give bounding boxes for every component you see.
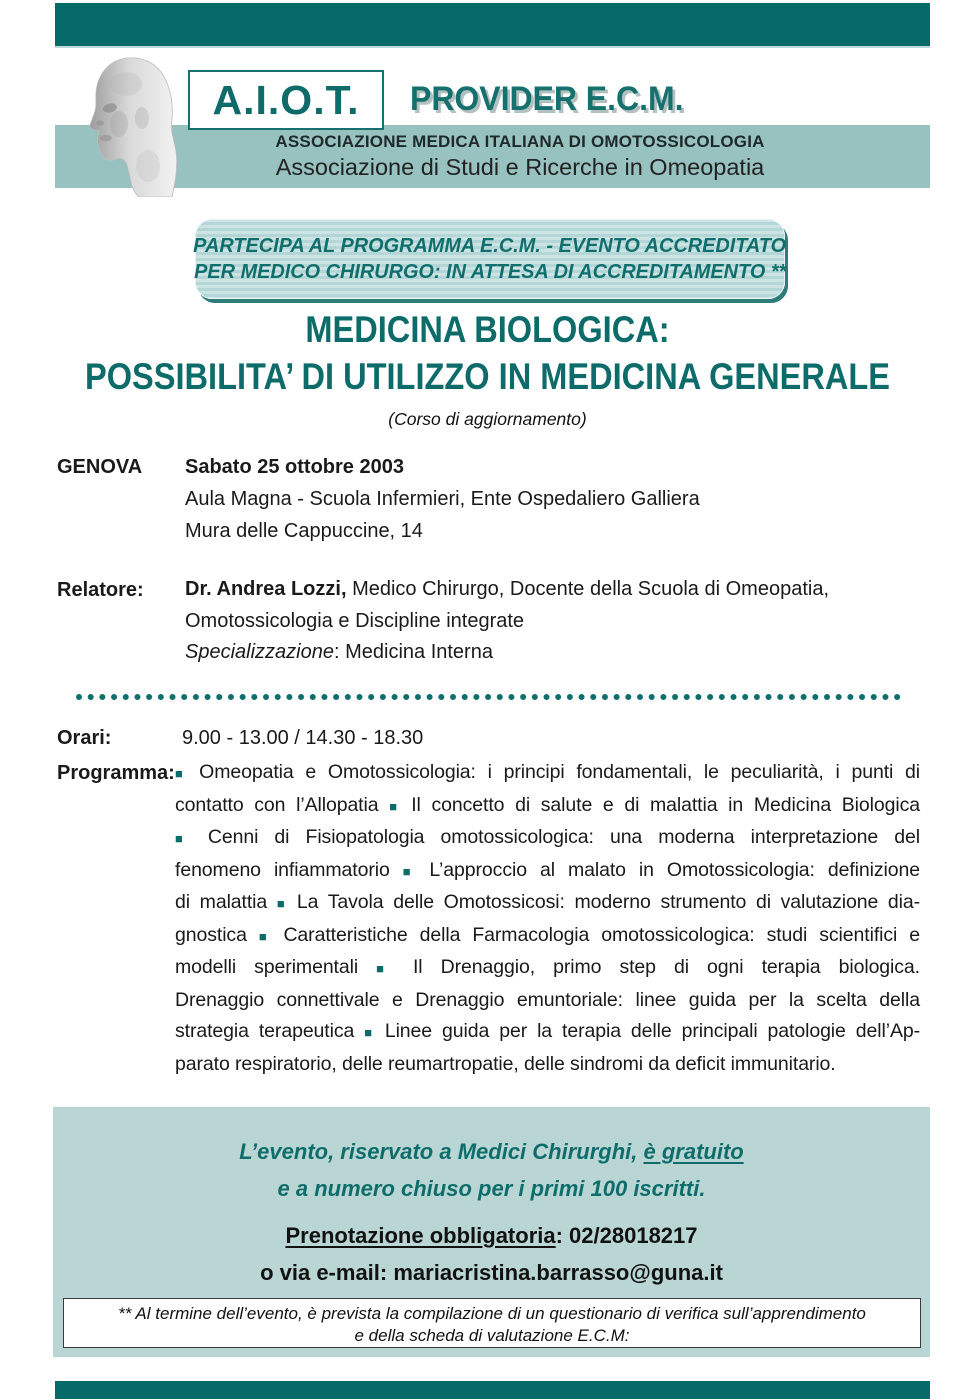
speaker-line-1: Dr. Andrea Lozzi, Medico Chirurgo, Docente della Scuola di Omeopatia, bbox=[185, 578, 829, 600]
footnote-line-1: ** Al termine dell’evento, è prevista la compilazione di un questionario di verifica sull’apprendimento bbox=[118, 1304, 866, 1323]
program-line: strategia terapeutica ■ Linee guida per la terapia delle principali patologie dell’Ap- bbox=[175, 1020, 920, 1042]
program-label: Programma: bbox=[57, 762, 175, 784]
provider-ecm-title: PROVIDER E.C.M. bbox=[410, 80, 684, 118]
association-subtitle: Associazione di Studi e Ricerche in Omeopatia bbox=[275, 154, 765, 180]
event-location-row bbox=[57, 451, 920, 547]
event-title bbox=[59, 306, 917, 400]
city-label: GENOVA bbox=[57, 456, 143, 478]
program-line: modelli sperimentali ■ Il Drenaggio, primo step di ogni terapia biologica. bbox=[175, 956, 920, 978]
event-address: Mura delle Cappuccine, 14 bbox=[185, 520, 423, 542]
program-line: fenomeno infiammatorio ■ L’approccio al malato in Omotossicologia: definizione bbox=[175, 858, 921, 881]
program-text bbox=[175, 757, 920, 1080]
association-name-caps: ASSOCIAZIONE MEDICA ITALIANA DI OMOTOSSICOLOGIA bbox=[275, 132, 765, 151]
program-line: Drenaggio connettivale e Drenaggio emuntoriale: linee guida per la scelta della bbox=[175, 988, 920, 1011]
booking-box bbox=[53, 1107, 930, 1357]
schedule-value: 9.00 - 13.00 / 14.30 - 18.30 bbox=[182, 727, 424, 749]
program-line: ■ Omeopatia e Omotossicologia: i principi fondamentali, le peculiarità, i punti di bbox=[175, 761, 920, 783]
speaker-line-2: Omotossicologia e Discipline integrate bbox=[185, 609, 525, 632]
banner-line-1: PARTECIPA AL PROGRAMMA E.C.M. - EVENTO ACCREDITATO bbox=[193, 234, 787, 257]
speaker-row bbox=[57, 574, 920, 669]
booking-limit-line: e a numero chiuso per i primi 100 iscritti. bbox=[277, 1176, 706, 1201]
banner-line-2: PER MEDICO CHIRURGO: IN ATTESA DI ACCREDITAMENTO ** bbox=[193, 260, 787, 283]
booking-email-line: o via e-mail: mariacristina.barrasso@guna.it bbox=[260, 1260, 723, 1285]
bottom-divider-bar bbox=[55, 1381, 930, 1399]
aiot-logo-box bbox=[188, 70, 384, 130]
program-line: ■ Cenni di Fisiopatologia omotossicologica: una moderna interpretazione del bbox=[175, 826, 920, 848]
speaker-label: Relatore: bbox=[57, 579, 144, 601]
footnote-line-2: e della scheda di valutazione E.C.M: bbox=[354, 1326, 630, 1345]
event-title-line-2: POSSIBILITA’ DI UTILIZZO IN MEDICINA GENERALE bbox=[84, 356, 890, 397]
speaker-line-3: Specializzazione: Medicina Interna bbox=[185, 641, 493, 663]
booking-free-line: L’evento, riservato a Medici Chirurghi, è gratuito bbox=[239, 1139, 744, 1164]
booking-phone-line: Prenotazione obbligatoria: 02/28018217 bbox=[285, 1223, 698, 1248]
program-line: gnostica ■ Caratteristiche della Farmacologia omotossicologica: studi scientifici e bbox=[175, 923, 920, 946]
event-venue: Aula Magna - Scuola Infermieri, Ente Ospedaliero Galliera bbox=[185, 488, 700, 510]
schedule-label: Orari: bbox=[57, 727, 112, 749]
top-divider-bar bbox=[55, 3, 930, 48]
schedule-row bbox=[57, 722, 920, 754]
profile-head-image bbox=[86, 56, 192, 197]
program-line: contatto con l’Allopatia ■ Il concetto di salute e di malattia in Medicina Biologica bbox=[175, 793, 921, 816]
ecm-accreditation-banner bbox=[195, 219, 785, 299]
event-title-line-1: MEDICINA BIOLOGICA: bbox=[305, 309, 670, 350]
footnote-box bbox=[63, 1298, 921, 1348]
event-date: Sabato 25 ottobre 2003 bbox=[185, 456, 404, 478]
program-row bbox=[57, 757, 920, 1080]
dotted-divider bbox=[75, 693, 905, 701]
aiot-logo-text: A.I.O.T. bbox=[212, 76, 360, 123]
program-line: parato respiratorio, delle reumartropatie, delle sindromi da deficit immunitario. bbox=[175, 1052, 836, 1075]
program-line: di malattia ■ La Tavola delle Omotossicosi: moderno strumento di valutazione dia- bbox=[175, 891, 921, 913]
event-subtitle: (Corso di aggiornamento) bbox=[388, 409, 587, 429]
